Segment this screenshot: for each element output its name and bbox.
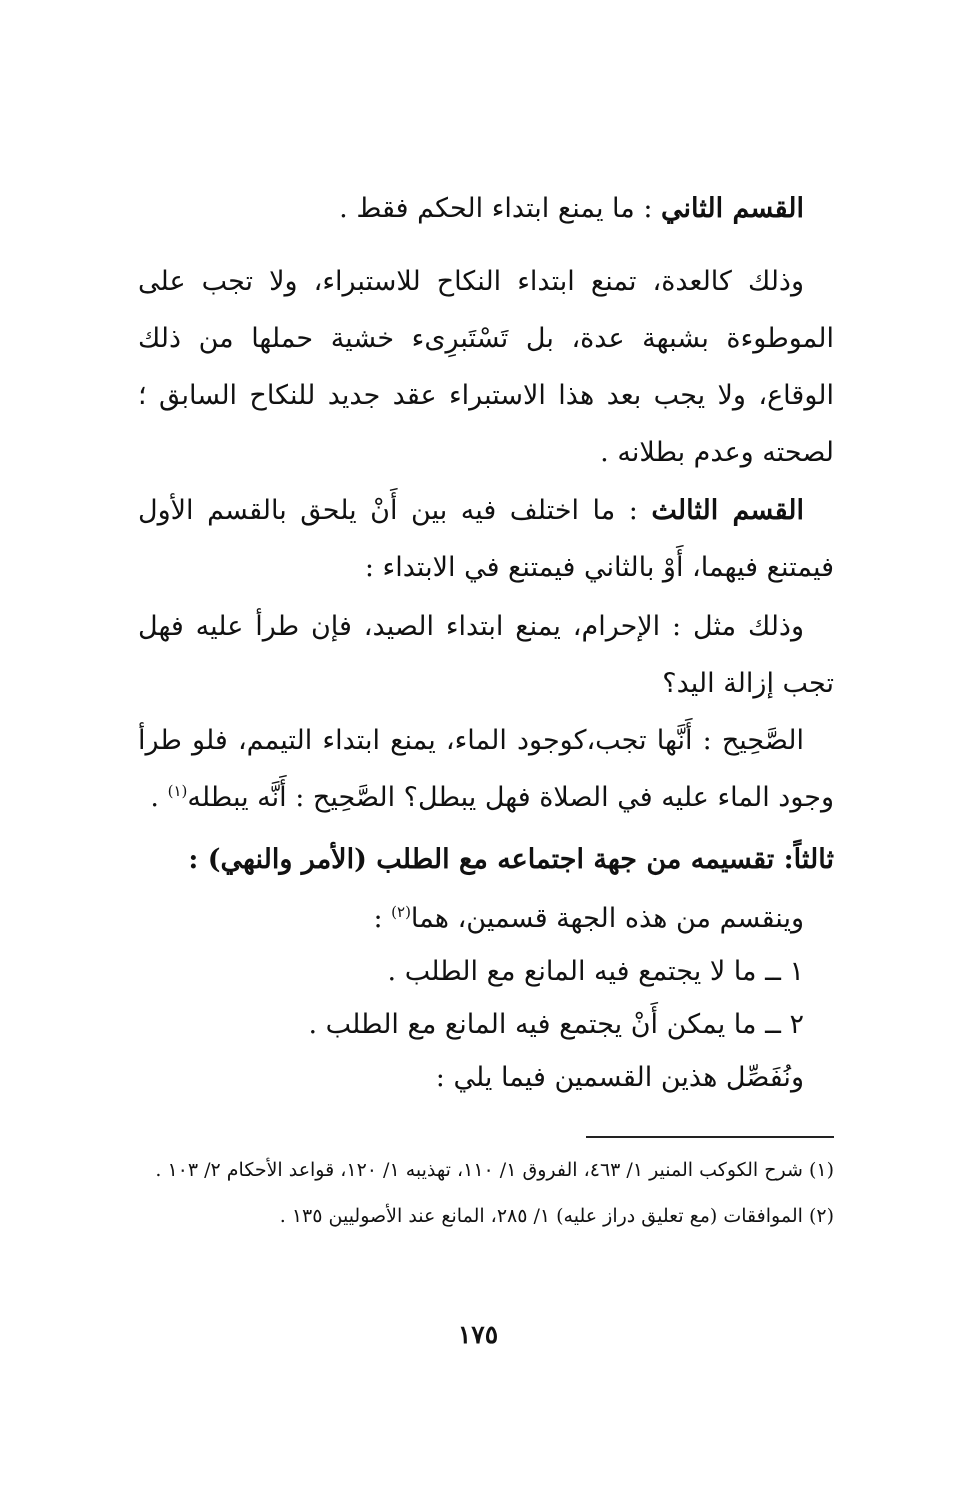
- section-three-text: : ما اختلف فيه بين أَنْ يلحق بالقسم الأول فيمتنع فيهما، أَوْ بالثاني فيمتنع في الابتداء :: [138, 495, 834, 583]
- footnotes: [138, 1153, 834, 1245]
- footnote-ref-2[interactable]: (٢): [391, 903, 411, 921]
- section-three-heading: القسم الثالث: [651, 495, 804, 526]
- section-three: [138, 482, 834, 596]
- heading-third-text: ثالثاً: تقسيمه من جهة اجتماعه مع الطلب (الأمر والنهي) :: [188, 844, 834, 875]
- heading-third: [138, 831, 834, 888]
- section-two-line: [138, 180, 834, 237]
- section-two-text: : ما يمنع ابتداء الحكم فقط .: [339, 193, 653, 224]
- paragraph-ihram-text: وذلك مثل : الإحرام، يمنع ابتداء الصيد، فإن طرأ عليه فهل تجب إزالة اليد؟: [138, 611, 834, 699]
- footnote-ref-1[interactable]: (١): [167, 782, 188, 800]
- paragraph-iddah: [138, 253, 834, 481]
- third-list: [138, 892, 834, 1104]
- footnote-1: (١) شرح الكوكب المنير ١/ ٤٦٣، الفروق ١/ ١١٠، تهذيبه ١/ ١٢٠، قواعد الأحكام ٢/ ١٠٣ .: [155, 1159, 834, 1181]
- section-two: [138, 180, 834, 237]
- footnote-divider: [586, 1136, 834, 1138]
- footnote-2: (٢) الموافقات (مع تعليق دراز عليه) ١/ ٢٨٥، المانع عند الأصوليين ١٣٥ .: [279, 1205, 834, 1227]
- third-intro-text: وينقسم من هذه الجهة قسمين، هما: [410, 903, 804, 934]
- paragraph-sahih: [138, 712, 834, 826]
- section-three-line: [138, 482, 834, 596]
- paragraph-sahih-line: [138, 712, 834, 826]
- paragraph-iddah-text: وذلك كالعدة، تمنع ابتداء النكاح للاستبراء، ولا تجب على الموطوءة بشبهة عدة، بل تَسْتَبرِىء خشية حملها من ذلك الوقاع، ولا يجب بعد هذا الاستبراء عقد جديد للنكاح السابق ؛ لصحته وعدم بطلانه .: [138, 266, 834, 468]
- paragraph-ihram: [138, 598, 834, 712]
- third-intro: [138, 892, 834, 945]
- third-outro: ونُفَصِّل هذين القسمين فيما يلي :: [435, 1062, 804, 1093]
- paragraph-sahih-text: الصَّحِيح : أَنَّها تجب،كوجود الماء، يمنع ابتداء التيمم، فلو طرأ وجود الماء عليه في الصلاة فهل يبطل؟ الصَّحِيح : أَنَّه يبطله: [138, 725, 834, 813]
- list-item: ١ ــ ما لا يجتمع فيه المانع مع الطلب .: [387, 956, 804, 987]
- page-number: ١٧٥: [457, 1320, 499, 1349]
- list-item: ٢ ــ ما يمكن أَنْ يجتمع فيه المانع مع الطلب .: [308, 1009, 804, 1040]
- section-two-heading: القسم الثاني: [661, 193, 804, 224]
- third-intro-end: :: [373, 903, 392, 934]
- paragraph-sahih-end: .: [150, 782, 168, 813]
